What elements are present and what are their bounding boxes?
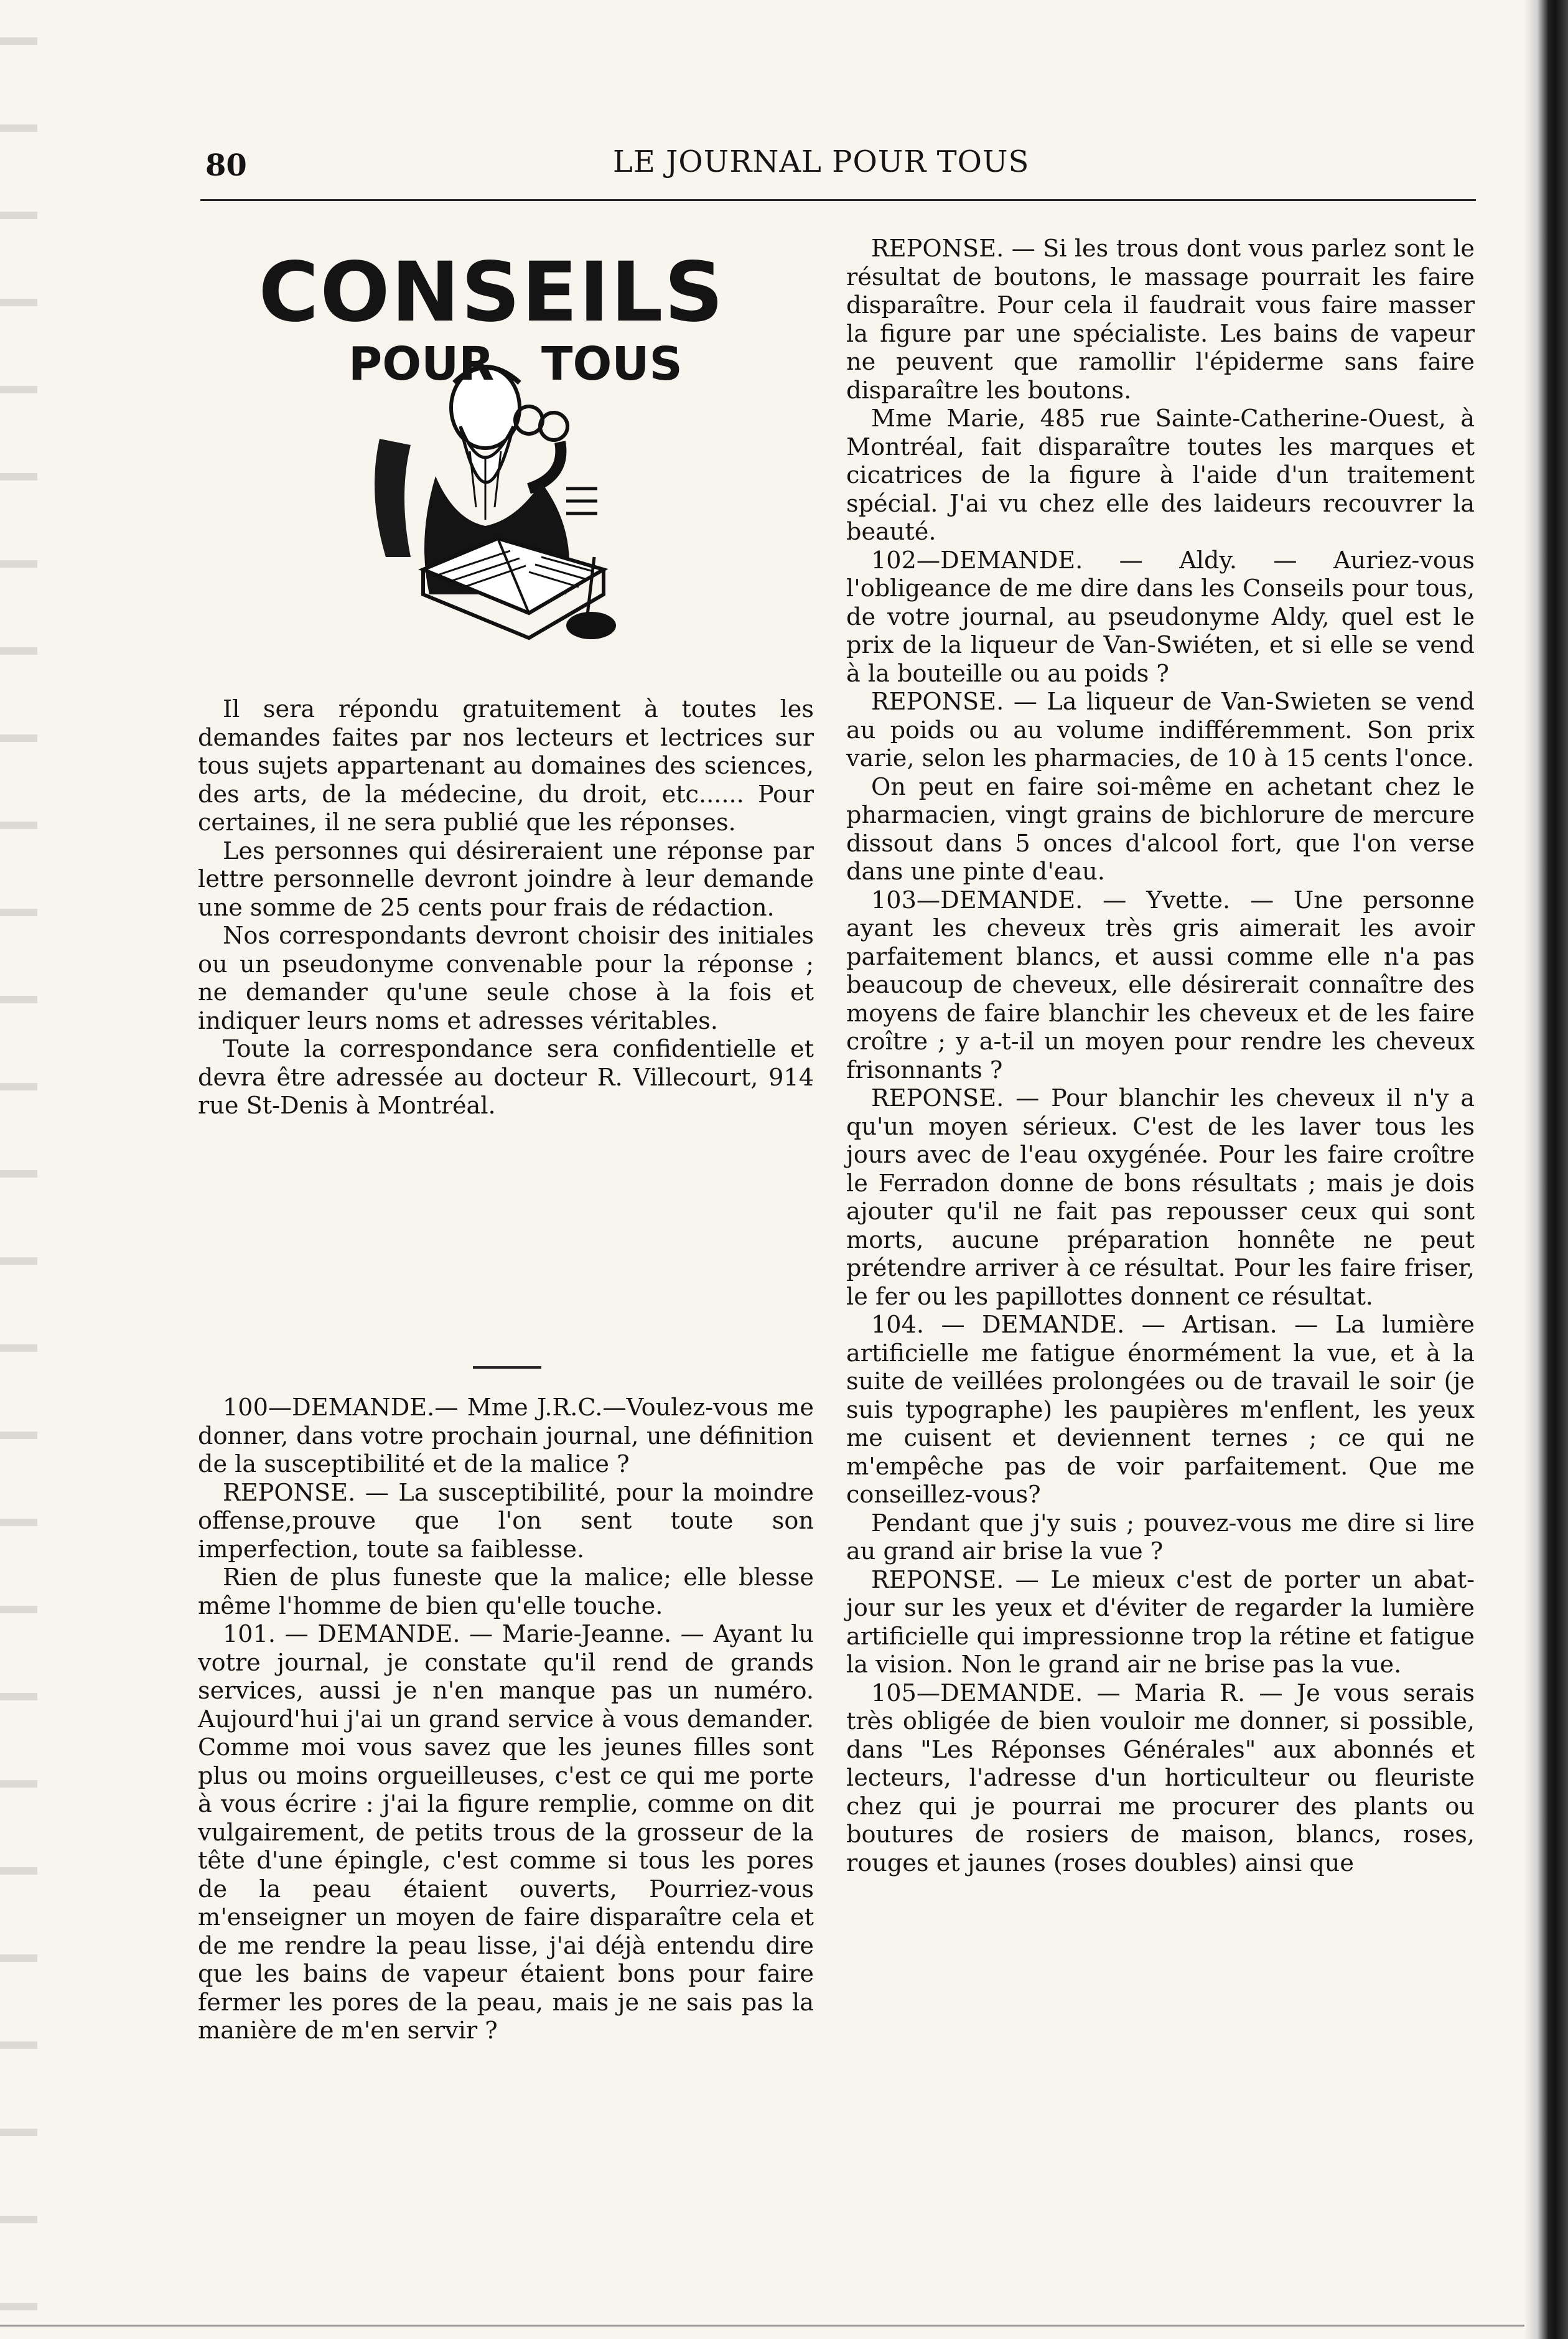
- section-subtitle-left: POUR: [348, 337, 495, 391]
- qa-paragraph: 100—DEMANDE.— Mme J.R.C.—Voulez-vous me donner, dans votre prochain journal, une définition de la susceptibilité et de la malice ?: [198, 1394, 814, 1478]
- left-qa-column: [198, 1394, 814, 2046]
- qa-paragraph: 103—DEMANDE. — Yvette. — Une personne ayant les cheveux très gris aimerait les avoir parfaitement blancs, et aussi comme elle n'a pas beaucoup de cheveux, elle désirerait connaître des moyens de faire blanchir les cheveux et de les faire croître ; y a-t-il un moyen pour rendre les cheveux frisonnants ?: [846, 886, 1475, 1084]
- qa-paragraph: Mme Marie, 485 rue Sainte-Catherine-Ouest, à Montréal, fait disparaître toutes les marques et cicatrices de la figure à l'aide d'un traitement spécial. J'ai vu chez elle des laideurs recouvrer la beauté.: [846, 405, 1475, 546]
- qa-paragraph: Pendant que j'y suis ; pouvez-vous me dire si lire au grand air brise la vue ?: [846, 1509, 1475, 1565]
- scan-binding-edge: [1524, 0, 1568, 2339]
- qa-paragraph: REPONSE. — La susceptibilité, pour la moindre offense,prouve que l'on sent toute son imperfection, toute sa faiblesse.: [198, 1479, 814, 1563]
- intro-paragraph: Nos correspondants devront choisir des initiales ou un pseudonyme convenable pour la réponse ; ne demander qu'une seule chose à la fois et indiquer leurs noms et adresses véritables.: [198, 922, 814, 1035]
- section-title: CONSEILS: [258, 245, 725, 340]
- bottom-rule: [0, 2325, 1524, 2327]
- qa-paragraph: Rien de plus funeste que la malice; elle blesse même l'homme de bien qu'elle touche.: [198, 1564, 814, 1620]
- section-divider: [473, 1366, 541, 1369]
- page-number: 80: [205, 148, 247, 183]
- qa-paragraph: 104. — DEMANDE. — Artisan. — La lumière artificielle me fatigue énormément la vue, et à la suite de veillées prolongées ou de travail le soir (je suis typographe) les paupières m'enflent, les yeux me cuisent et deviennent ternes ; ce qui ne m'empêche pas de voir parfaitement. Que me conseillez-vous?: [846, 1311, 1475, 1509]
- header-rule: [200, 199, 1476, 201]
- qa-paragraph: REPONSE. — Pour blanchir les cheveux il n'y a qu'un moyen sérieux. C'est de les laver tous les jours avec de l'eau oxygénée. Pour les faire croître le Ferradon donne de bons résultats ; mais je dois ajouter qu'il ne fait pas repousser ceux qui sont morts, aucune préparation honnête ne peut prétendre arriver à ce résultat. Pour les faire friser, le fer ou les papillottes donnent ce résultat.: [846, 1085, 1475, 1311]
- intro-paragraph: Il sera répondu gratuitement à toutes les demandes faites par nos lecteurs et lectrices sur tous sujets appartenant au domaines des sciences, des arts, de la médecine, du droit, etc...... Pour certaines, il ne sera publié que les réponses.: [198, 696, 814, 837]
- qa-paragraph: 105—DEMANDE. — Maria R. — Je vous serais très obligée de bien vouloir me donner, si possible, dans "Les Réponses Générales" aux abonnés et lecteurs, l'adresse d'un horticulteur ou fleuriste chez qui je pourrai me procurer des plants ou boutures de rosiers de maison, blancs, roses, rouges et jaunes (roses doubles) ainsi que: [846, 1679, 1475, 1877]
- intro-paragraph: Toute la correspondance sera confidentielle et devra être adressée au docteur R. Villecourt, 914 rue St-Denis à Montréal.: [198, 1036, 814, 1120]
- section-masthead: [255, 246, 728, 682]
- qa-paragraph: REPONSE. — Si les trous dont vous parlez sont le résultat de boutons, le massage pourrait les faire disparaître. Pour cela il faudrait vous faire masser la figure par une spécialiste. Les bains de vapeur ne peuvent que ramollir l'épiderme sans faire disparaître les boutons.: [846, 235, 1475, 405]
- qa-paragraph: 101. — DEMANDE. — Marie-Jeanne. — Ayant lu votre journal, je constate qu'il rend de grands services, aussi je n'en manque pas un numéro. Aujourd'hui j'ai un grand service à vous demander. Comme moi vous savez que les jeunes filles sont plus ou moins orgueilleuses, c'est ce qui me porte à vous écrire : j'ai la figure remplie, comme on dit vulgairement, de petits trous de la grosseur de la tête d'une épingle, c'est comme si tous les pores de la peau étaient ouverts, Pourriez-vous m'enseigner un moyen de faire disparaître cela et de me rendre la peau lisse, j'ai déjà entendu dire que les bains de vapeur étaient bons pour faire fermer les pores de la peau, mais je ne sais pas la manière de m'en servir ?: [198, 1621, 814, 2045]
- scan-left-margin: [0, 0, 37, 2339]
- qa-paragraph: On peut en faire soi-même en achetant chez le pharmacien, vingt grains de bichlorure de mercure dissout dans 5 onces d'alcool fort, que l'on verse dans une pinte d'eau.: [846, 773, 1475, 886]
- qa-paragraph: REPONSE. — Le mieux c'est de porter un abat-jour sur les yeux et d'éviter de regarder la lumière artificielle qui impressionne trop la rétine et fatigue la vision. Non le grand air ne brise pas la vue.: [846, 1566, 1475, 1679]
- intro-notice: [198, 696, 814, 1121]
- qa-paragraph: 102—DEMANDE. — Aldy. — Auriez-vous l'obligeance de me dire dans les Conseils pour tous, de votre journal, au pseudonyme Aldy, quel est le prix de la liqueur de Van-Swiéten, et si elle se vend à la bouteille ou au poids ?: [846, 546, 1475, 688]
- intro-paragraph: Les personnes qui désireraient une réponse par lettre personnelle devront joindre à leur demande une somme de 25 cents pour frais de rédaction.: [198, 837, 814, 922]
- right-qa-column: [846, 235, 1475, 1878]
- qa-paragraph: REPONSE. — La liqueur de Van-Swieten se vend au poids ou au volume indifféremment. Son prix varie, selon les pharmacies, de 10 à 15 cents l'once.: [846, 688, 1475, 772]
- section-subtitle-right: TOUS: [541, 337, 683, 391]
- running-head: LE JOURNAL POUR TOUS: [613, 144, 1030, 179]
